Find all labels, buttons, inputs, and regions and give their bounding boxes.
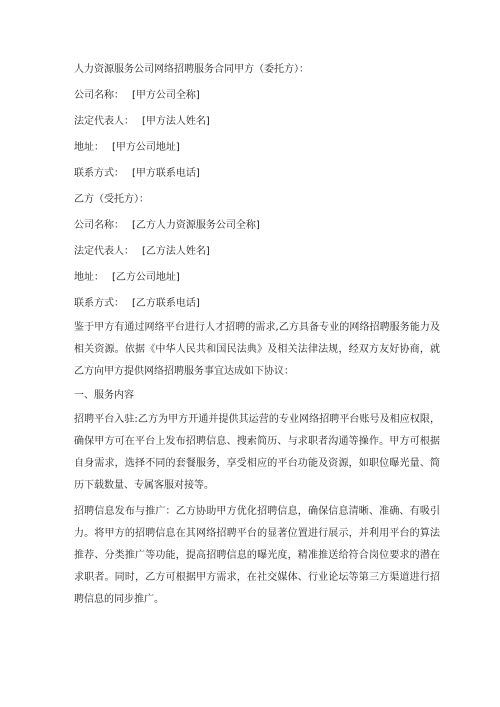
party-a-address-value: [甲方公司地址] (112, 142, 180, 153)
party-a-company-value: [甲方公司全称] (132, 90, 200, 101)
party-b-heading: 乙方（受托方）： (74, 194, 149, 205)
section-1-heading: 一、服务内容 (74, 390, 134, 401)
party-a-legal (74, 115, 440, 129)
party-b-legal-label: 法定代表人： (74, 246, 134, 257)
party-a-legal-value: [甲方法人姓名] (142, 116, 210, 127)
party-a-company-label: 公司名称： (74, 90, 124, 101)
party-b-address-value: [乙方公司地址] (112, 272, 180, 283)
party-a-legal-label: 法定代表人： (74, 116, 134, 127)
preamble-paragraph: 鉴于甲方有通过网络平台进行人才招聘的需求,乙方具备专业的网络招聘服务能力及相关资源。依据《中华人民共和国民法典》及相关法律法规，经双方友好协商，就乙方向甲方提供网络招聘服务事宜达成如下协议： (74, 322, 440, 377)
section-1-paragraph-2: 招聘信息发布与推广：乙方协助甲方优化招聘信息，确保信息清晰、准确、有吸引力。将甲方的招聘信息在其网络招聘平台的显著位置进行展示，并利用平台的算法推荐、分类推广等功能，提高招聘信息的曝光度，精准推送给符合岗位要求的潜在求职者。同时，乙方可根据甲方需求，在社交媒体、行业论坛等第三方渠道进行招聘信息的同步推广。 (74, 506, 440, 605)
party-b-company (74, 219, 440, 233)
party-b-contact-label: 联系方式： (74, 298, 124, 309)
party-b-legal-value: [乙方法人姓名] (142, 246, 210, 257)
party-b-address-label: 地址： (74, 272, 104, 283)
party-b-company-value: [乙方人力资源服务公司全称] (132, 220, 260, 231)
party-a-address-label: 地址： (74, 142, 104, 153)
party-a-address (74, 141, 440, 155)
party-b-contact-value: [乙方联系电话] (132, 298, 200, 309)
party-b-contact (74, 297, 440, 311)
section-1-paragraph-1: 招聘平台入驻:乙方为甲方开通并提供其运营的专业网络招聘平台账号及相应权限，确保甲方可在平台上发布招聘信息、搜索简历、与求职者沟通等操作。甲方可根据自身需求，选择不同的套餐服务，享受相应的平台功能及资源，如职位曝光量、简历下载数量、专属客服对接等。 (74, 414, 440, 491)
party-a-contact (74, 167, 440, 181)
party-b-address (74, 271, 440, 285)
contract-page (74, 63, 440, 615)
party-b-company-label: 公司名称： (74, 220, 124, 231)
contract-title: 人力资源服务公司网络招聘服务合同甲方（委托方）： (74, 64, 309, 75)
party-a-company (74, 89, 440, 103)
party-a-contact-value: [甲方联系电话] (132, 168, 200, 179)
party-b-legal (74, 245, 440, 259)
party-a-contact-label: 联系方式： (74, 168, 124, 179)
